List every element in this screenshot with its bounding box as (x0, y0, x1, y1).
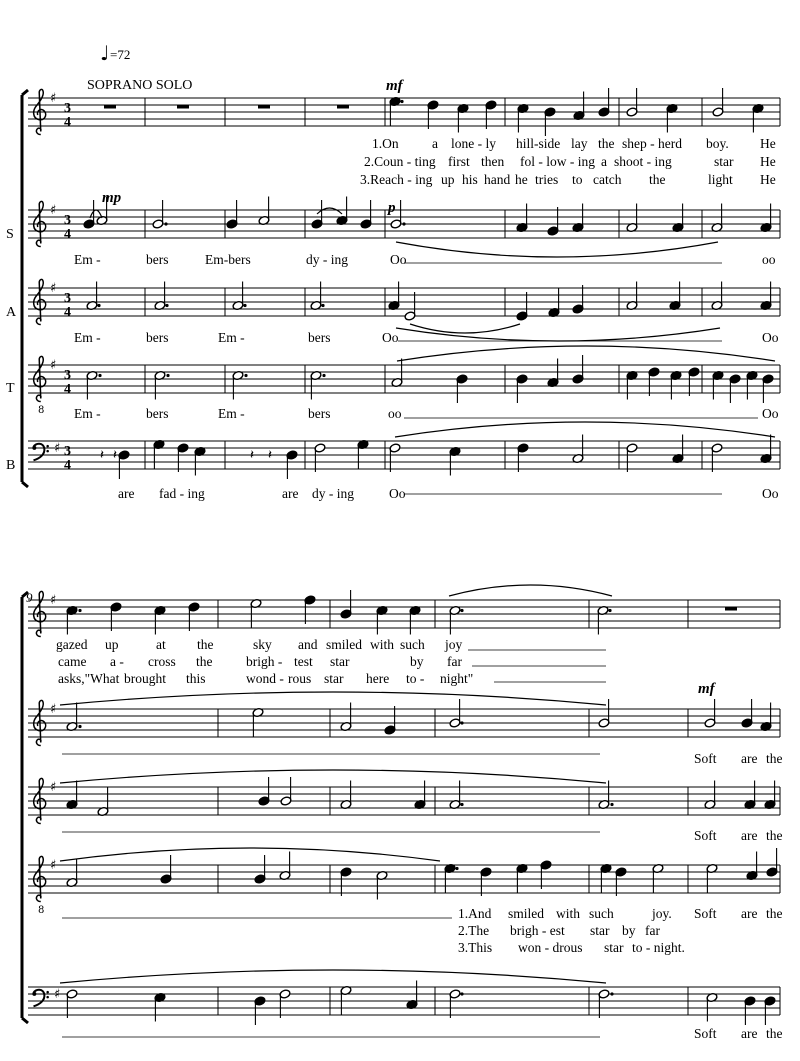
svg-text:the: the (766, 751, 783, 766)
whole-rest-icon (258, 105, 270, 109)
svg-text:3.Reach - ing: 3.Reach - ing (360, 172, 433, 187)
svg-text:the: the (196, 654, 213, 669)
svg-text:are: are (741, 906, 758, 921)
svg-text:with: with (556, 906, 581, 921)
key-signature-sharp: ♯ (50, 281, 57, 296)
svg-text:here: here (366, 671, 390, 686)
tenor-lyrics-system1 (74, 406, 779, 421)
svg-text:cross: cross (148, 654, 176, 669)
svg-text:up: up (105, 637, 119, 652)
bass-lyrics-system1 (118, 486, 779, 501)
key-signature-sharp: ♯ (50, 203, 57, 218)
svg-text:such: such (400, 637, 425, 652)
svg-text:3: 3 (64, 444, 71, 459)
dynamic-soprano-start: mp (102, 190, 122, 206)
slur (449, 585, 612, 596)
system-bracket (22, 592, 28, 1023)
augmentation-dot (244, 374, 247, 377)
svg-text:bers: bers (308, 330, 331, 345)
tenor-verse-1-lyrics (458, 906, 783, 921)
svg-text:to - night.: to - night. (632, 940, 685, 955)
svg-text:He: He (760, 154, 776, 169)
svg-text:star: star (714, 154, 734, 169)
svg-text:3.This: 3.This (458, 940, 493, 955)
svg-text:4: 4 (64, 115, 71, 130)
augmentation-dot (610, 992, 613, 995)
svg-text:wond -: wond - (246, 671, 284, 686)
svg-text:asks,"What: asks,"What (58, 671, 120, 686)
svg-text:with: with (370, 637, 395, 652)
svg-text:a: a (601, 154, 607, 169)
svg-text:lone - ly: lone - ly (451, 136, 496, 151)
svg-text:light: light (708, 172, 733, 187)
augmentation-dot (97, 304, 100, 307)
svg-text:Soft: Soft (694, 751, 717, 766)
augmentation-dot (460, 992, 463, 995)
svg-text:by: by (622, 923, 636, 938)
svg-text:fol - low - ing: fol - low - ing (520, 154, 595, 169)
svg-text:brigh -: brigh - (246, 654, 283, 669)
svg-text:and: and (298, 637, 318, 652)
key-signature-sharp: ♯ (50, 91, 57, 106)
whole-rest-icon (104, 105, 116, 109)
svg-text:won - drous: won - drous (518, 940, 583, 955)
svg-text:test: test (294, 654, 313, 669)
octave-8-marking: 8 (38, 405, 45, 416)
svg-text:4: 4 (64, 458, 71, 473)
svg-text:Soft: Soft (694, 828, 717, 843)
key-signature-sharp: ♯ (50, 593, 57, 608)
svg-text:the: the (649, 172, 666, 187)
quarter-rest-icon: 𝄽 (100, 448, 104, 463)
note-layer (60, 88, 778, 1037)
svg-text:smiled: smiled (508, 906, 544, 921)
slur (397, 346, 775, 361)
soprano-lyrics-system1 (74, 252, 776, 267)
svg-text:tries: tries (535, 172, 559, 187)
svg-text:fad - ing: fad - ing (159, 486, 205, 501)
svg-text:Oo: Oo (390, 252, 407, 267)
svg-text:sky: sky (253, 637, 272, 652)
time-signatures (64, 101, 71, 473)
svg-text:Em -: Em - (74, 406, 101, 421)
system-bracket (22, 90, 28, 487)
key-signature-sharp: ♯ (50, 358, 57, 373)
voice-label-bass: B (6, 458, 16, 473)
slur (60, 970, 606, 983)
svg-text:then: then (481, 154, 505, 169)
slur (60, 770, 606, 783)
slur (396, 242, 718, 257)
svg-text:Oo: Oo (762, 486, 779, 501)
quarter-rest-icon: 𝄽 (268, 448, 272, 463)
tenor-verse-2-lyrics (458, 923, 660, 938)
svg-text:the: the (766, 906, 783, 921)
svg-text:the: the (197, 637, 214, 652)
svg-text:are: are (741, 828, 758, 843)
key-signature-sharp: ♯ (54, 987, 61, 1002)
svg-text:a -: a - (110, 654, 124, 669)
svg-text:this: this (186, 671, 206, 686)
staff-system (22, 89, 780, 1023)
svg-text:oo: oo (388, 406, 402, 421)
svg-text:the: the (766, 828, 783, 843)
slur (396, 328, 720, 341)
svg-text:star: star (330, 654, 350, 669)
svg-text:star: star (324, 671, 344, 686)
solo-verse-2-lyrics-system2 (58, 654, 462, 669)
svg-text:Em-bers: Em-bers (205, 252, 251, 267)
svg-text:Soft: Soft (694, 1026, 717, 1041)
svg-text:Em -: Em - (74, 252, 101, 267)
svg-text:4: 4 (64, 382, 71, 397)
svg-text:the: the (766, 1026, 783, 1041)
svg-text:Em -: Em - (218, 330, 245, 345)
augmentation-dot (243, 304, 246, 307)
slur (60, 848, 440, 861)
augmentation-dot (166, 374, 169, 377)
svg-text:shoot - ing: shoot - ing (614, 154, 672, 169)
svg-text:Oo: Oo (762, 406, 779, 421)
svg-text:bers: bers (146, 406, 169, 421)
svg-text:3: 3 (64, 101, 71, 116)
svg-text:rous: rous (288, 671, 312, 686)
svg-text:Oo: Oo (762, 330, 779, 345)
measure-number: 9 (26, 590, 33, 605)
tenor-verse-3-lyrics (458, 940, 685, 955)
svg-text:to: to (572, 172, 583, 187)
svg-text:2.Coun - ting: 2.Coun - ting (364, 154, 436, 169)
key-signature-sharp: ♯ (50, 702, 57, 717)
augmentation-dot (455, 867, 458, 870)
svg-text:star: star (590, 923, 610, 938)
svg-text:joy.: joy. (652, 906, 672, 921)
svg-text:2.The: 2.The (458, 923, 490, 938)
augmentation-dot (78, 725, 81, 728)
svg-text:night": night" (440, 671, 474, 686)
quarter-rest-icon: 𝄽 (250, 448, 254, 463)
svg-text:came: came (58, 654, 87, 669)
whole-rest-icon (177, 105, 189, 109)
svg-text:catch: catch (593, 172, 622, 187)
key-signature-sharp: ♯ (50, 780, 57, 795)
augmentation-dot (322, 374, 325, 377)
key-signature-sharp: ♯ (50, 858, 57, 873)
key-signature-sharp: ♯ (54, 441, 61, 456)
svg-text:are: are (741, 1026, 758, 1041)
augmentation-dot (460, 609, 463, 612)
solo-verse-3-lyrics-system2 (58, 671, 473, 686)
slur (60, 692, 606, 705)
octave-8-marking: 8 (38, 905, 45, 916)
svg-text:4: 4 (64, 305, 71, 320)
svg-text:at: at (156, 637, 166, 652)
svg-text:to -: to - (406, 671, 425, 686)
svg-text:1.On: 1.On (372, 136, 399, 151)
svg-text:are: are (282, 486, 299, 501)
svg-text:hill-side: hill-side (516, 136, 561, 151)
svg-text:brought: brought (124, 671, 166, 686)
voice-label-soprano: S (6, 227, 14, 242)
svg-text:oo: oo (762, 252, 776, 267)
svg-text:brigh - est: brigh - est (510, 923, 565, 938)
svg-text:are: are (118, 486, 135, 501)
svg-text:such: such (589, 906, 614, 921)
svg-text:dy - ing: dy - ing (306, 252, 348, 267)
solo-verse-2-lyrics (364, 154, 776, 169)
svg-text:Oo: Oo (382, 330, 399, 345)
svg-text:first: first (448, 154, 470, 169)
svg-text:3: 3 (64, 368, 71, 383)
dynamic-soprano-oo: p (388, 200, 396, 216)
svg-text:the: the (598, 136, 615, 151)
svg-text:1.And: 1.And (458, 906, 492, 921)
augmentation-dot (78, 609, 81, 612)
tempo-note-icon: ♩ (100, 41, 110, 65)
whole-rest-icon (337, 105, 349, 109)
augmentation-dot (321, 304, 324, 307)
voice-label-tenor: T (6, 381, 15, 396)
bass-lyrics-system2 (694, 1026, 783, 1041)
augmentation-dot (608, 609, 611, 612)
augmentation-dot (165, 304, 168, 307)
svg-text:bers: bers (308, 406, 331, 421)
svg-text:joy: joy (445, 637, 463, 652)
augmentation-dot (164, 222, 167, 225)
svg-text:are: are (741, 751, 758, 766)
svg-text:3: 3 (64, 291, 71, 306)
slur (395, 422, 775, 437)
augmentation-dot (460, 803, 463, 806)
svg-text:Oo: Oo (389, 486, 406, 501)
tempo-marking: =72 (110, 47, 131, 62)
svg-text:boy.: boy. (706, 136, 729, 151)
svg-text:Em -: Em - (218, 406, 245, 421)
svg-text:bers: bers (146, 330, 169, 345)
svg-text:smiled: smiled (326, 637, 362, 652)
bass-clef-icon (32, 444, 49, 461)
bass-clef-icon (32, 990, 49, 1007)
svg-text:dy - ing: dy - ing (312, 486, 354, 501)
svg-text:far: far (447, 654, 462, 669)
svg-text:Soft: Soft (694, 906, 717, 921)
svg-text:4: 4 (64, 227, 71, 242)
svg-text:lay: lay (571, 136, 588, 151)
svg-text:shep - herd: shep - herd (622, 136, 682, 151)
augmentation-dot (98, 374, 101, 377)
quarter-rest-icon: 𝄽 (113, 448, 117, 463)
whole-rest-icon (725, 607, 737, 611)
solo-verse-1-lyrics (372, 136, 776, 151)
alto-lyrics-system2 (694, 828, 783, 843)
solo-verse-1-lyrics-system2 (56, 637, 463, 652)
slur (317, 208, 342, 214)
dynamic-solo: mf (386, 78, 403, 94)
voice-label-alto: A (6, 305, 17, 320)
augmentation-dot (610, 803, 613, 806)
dynamic-soft: mf (698, 681, 715, 697)
svg-text:He: He (760, 136, 776, 151)
svg-text:He: He (760, 172, 776, 187)
svg-text:his: his (462, 172, 478, 187)
augmentation-dot (402, 222, 405, 225)
solo-label: SOPRANO SOLO (87, 78, 193, 93)
svg-text:up: up (441, 172, 455, 187)
augmentation-dot (460, 721, 463, 724)
svg-text:a: a (432, 136, 438, 151)
augmentation-dot (400, 100, 403, 103)
solo-verse-3-lyrics (360, 172, 776, 187)
svg-text:star: star (604, 940, 624, 955)
svg-text:hand: hand (484, 172, 511, 187)
svg-text:Em -: Em - (74, 330, 101, 345)
soprano-lyrics-system2 (694, 751, 783, 766)
slur (410, 324, 520, 333)
svg-text:far: far (645, 923, 660, 938)
svg-text:he: he (515, 172, 528, 187)
svg-text:by: by (410, 654, 424, 669)
svg-text:bers: bers (146, 252, 169, 267)
svg-text:gazed: gazed (56, 637, 88, 652)
svg-text:3: 3 (64, 213, 71, 228)
